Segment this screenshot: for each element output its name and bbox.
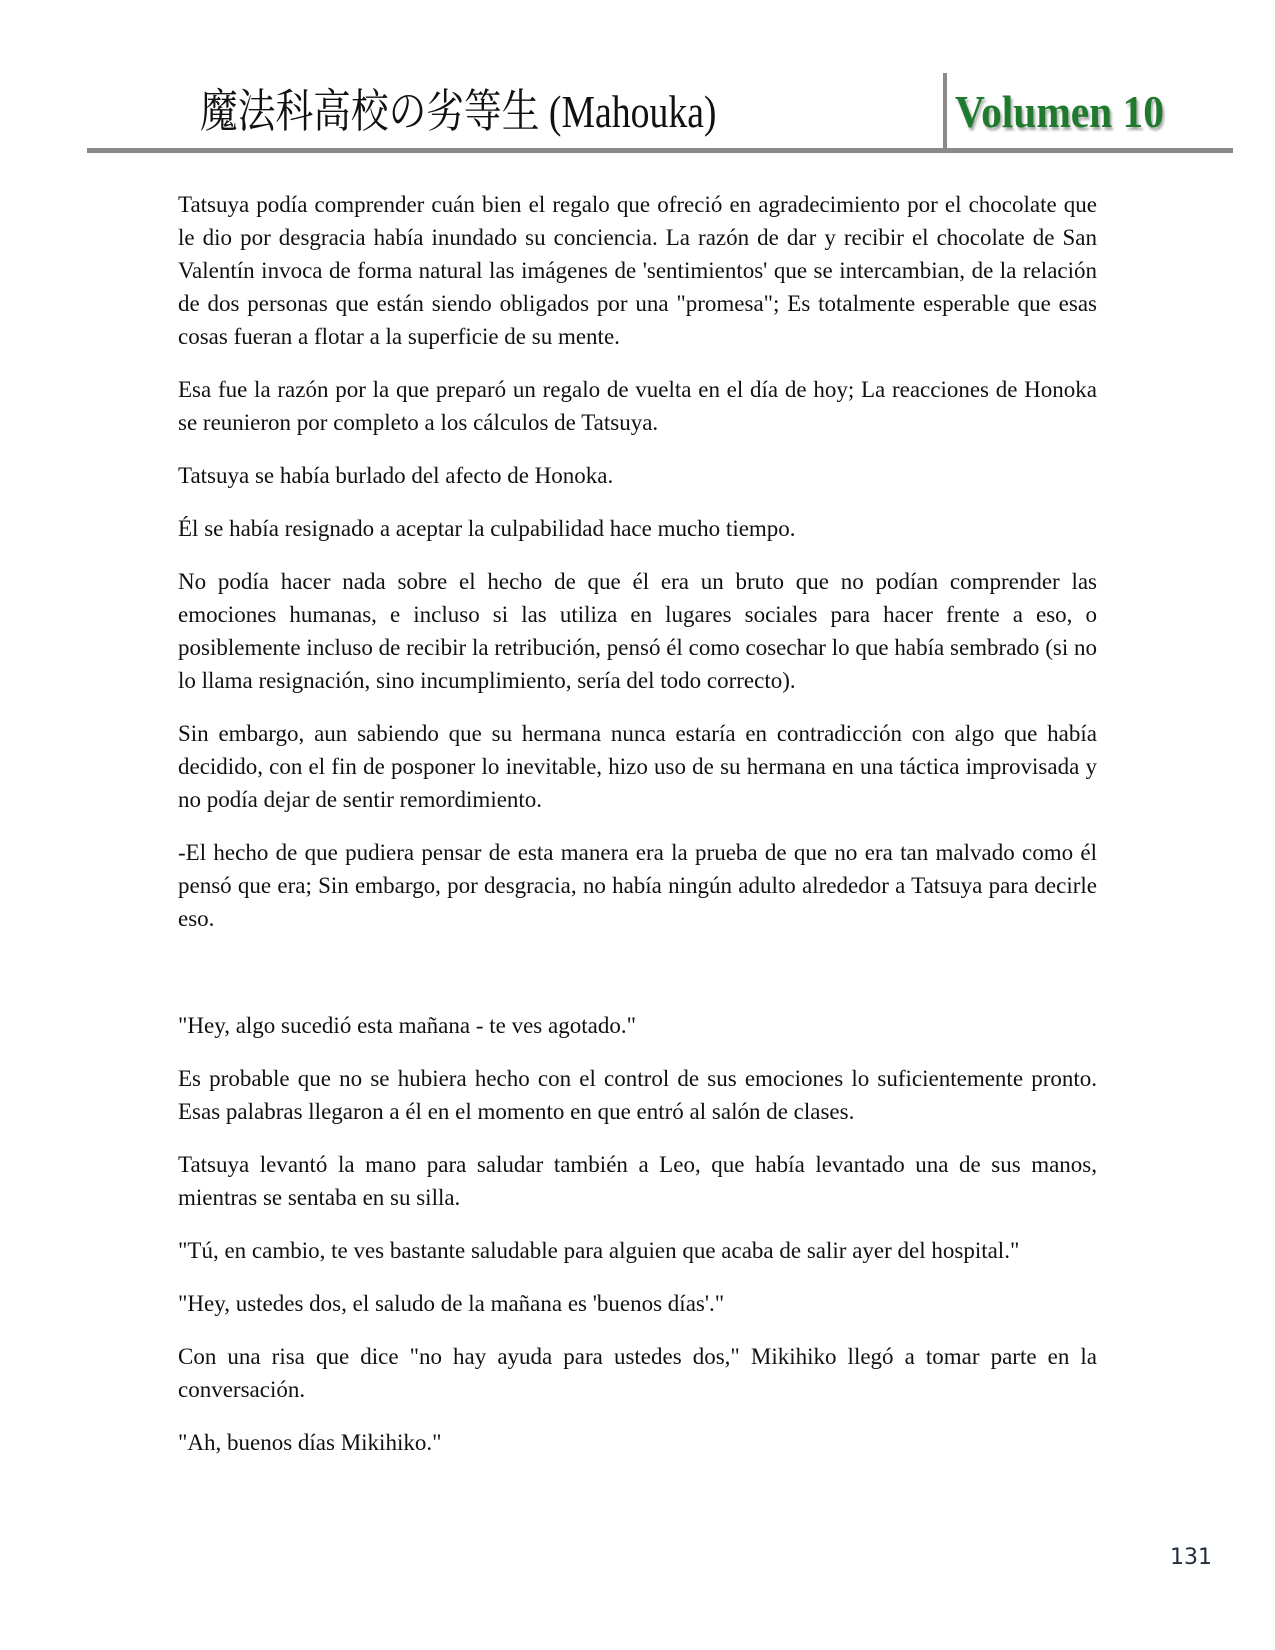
- paragraph: Esa fue la razón por la que preparó un regalo de vuelta en el día de hoy; La reacciones de Honoka se reunieron por completo a los cálculos de Tatsuya.: [178, 377, 1097, 435]
- paragraph: Tatsuya se había burlado del afecto de Honoka.: [178, 463, 614, 488]
- paragraph: Con una risa que dice "no hay ayuda para ustedes dos," Mikihiko llegó a tomar parte en la conversación.: [178, 1344, 1097, 1402]
- paragraph: "Hey, ustedes dos, el saludo de la mañana es 'buenos días'.": [178, 1291, 725, 1316]
- header-divider: [943, 73, 947, 153]
- paragraph: No podía hacer nada sobre el hecho de que él era un bruto que no podían comprender las emociones humanas, e incluso si las utiliza en lugares sociales para hacer frente a eso, o posiblemente incluso de recibir la retribución, pensó él como cosechar lo que había sembrado (si no lo llama resignación, sino incumplimiento, sería del todo correcto).: [178, 569, 1097, 693]
- paragraph: "Hey, algo sucedió esta mañana - te ves agotado.": [178, 1013, 636, 1038]
- volume-label: Volumen 10: [955, 86, 1164, 137]
- paragraph: Tatsuya podía comprender cuán bien el regalo que ofreció en agradecimiento por el chocolate que le dio por desgracia había inundado su conciencia. La razón de dar y recibir el chocolate de San Valentín invoca de forma natural las imágenes de 'sentimientos' que se intercambian, de la relación de dos personas que están siendo obligados por una "promesa"; Es totalmente esperable que esas cosas fueran a flotar a la superficie de su mente.: [178, 192, 1097, 349]
- book-title: 魔法科高校の劣等生 (Mahouka): [200, 86, 717, 137]
- paragraph: Es probable que no se hubiera hecho con el control de sus emociones lo suficientemente pronto. Esas palabras llegaron a él en el momento en que entró al salón de clases.: [178, 1066, 1097, 1124]
- paragraph: -El hecho de que pudiera pensar de esta manera era la prueba de que no era tan malvado como él pensó que era; Sin embargo, por desgracia, no había ningún adulto alrededor a Tatsuya para decirle eso.: [178, 840, 1097, 931]
- page-number: 131: [1170, 1545, 1212, 1570]
- paragraph: Él se había resignado a aceptar la culpabilidad hace mucho tiempo.: [178, 516, 796, 541]
- paragraph: "Tú, en cambio, te ves bastante saludable para alguien que acaba de salir ayer del hospital.": [178, 1238, 1020, 1263]
- paragraph: Tatsuya levantó la mano para saludar también a Leo, que había levantado una de sus manos, mientras se sentaba en su silla.: [178, 1152, 1097, 1210]
- paragraph: Sin embargo, aun sabiendo que su hermana nunca estaría en contradicción con algo que había decidido, con el fin de posponer lo inevitable, hizo uso de su hermana en una táctica improvisada y no podía dejar de sentir remordimiento.: [178, 721, 1097, 812]
- body-text: [178, 188, 1097, 1479]
- header-rule: [87, 148, 1233, 153]
- paragraph: "Ah, buenos días Mikihiko.": [178, 1430, 442, 1455]
